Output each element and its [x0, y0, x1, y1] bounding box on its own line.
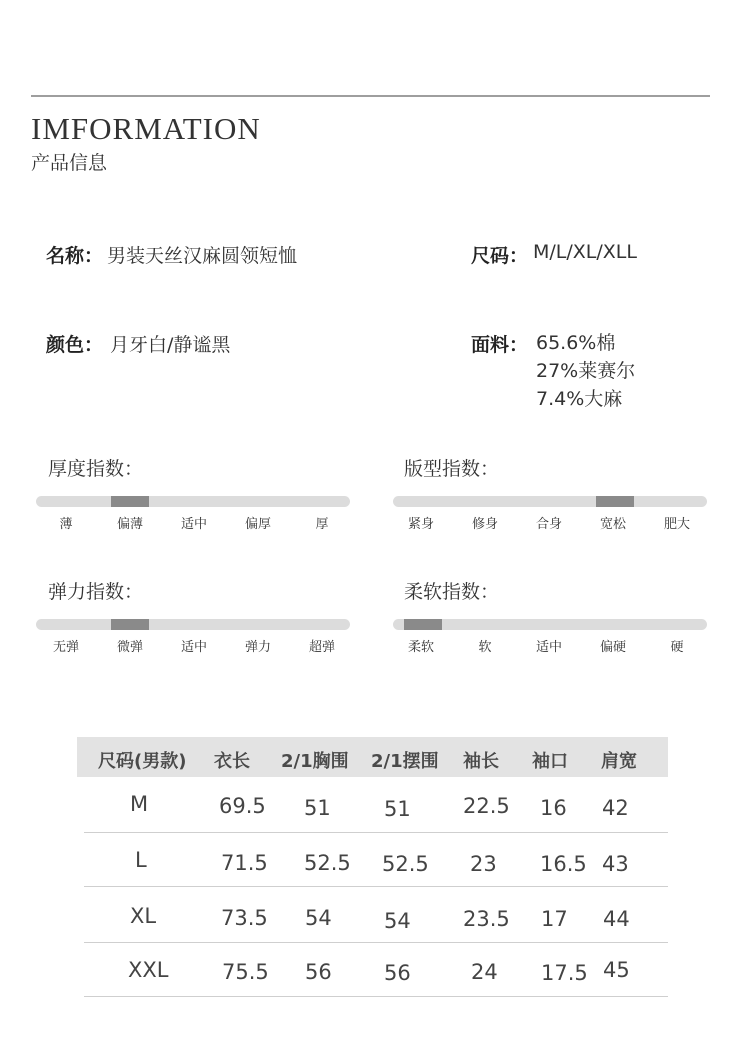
material-line: 7.4%大麻 — [536, 388, 623, 410]
table-cell: 45 — [603, 958, 630, 982]
material-line: 65.6%棉 — [536, 332, 616, 354]
table-header-cell: 袖长 — [463, 751, 499, 772]
table-row-divider — [84, 942, 668, 943]
table-cell: 16.5 — [540, 852, 587, 876]
index-track — [393, 619, 707, 630]
softness-index-bar — [393, 619, 707, 630]
size-value: M/L/XL/XLL — [533, 241, 637, 263]
table-cell: 17.5 — [541, 961, 588, 985]
table-cell: 23.5 — [463, 907, 510, 931]
tick-label: 微弹 — [116, 640, 144, 655]
tick-label: 紧身 — [407, 517, 435, 532]
table-header-cell: 袖口 — [532, 751, 568, 772]
page-title: IMFORMATION — [31, 111, 261, 146]
color-value: 月牙白/静谧黑 — [110, 334, 231, 356]
name-value: 男装天丝汉麻圆领短恤 — [107, 245, 298, 267]
table-row-divider — [84, 832, 668, 833]
table-cell: 52.5 — [382, 852, 429, 876]
index-track — [393, 496, 707, 507]
thickness-index-title: 厚度指数： — [48, 458, 144, 480]
index-selected-segment — [111, 619, 149, 630]
table-header-cell: 2/1胸围 — [281, 751, 349, 772]
tick-label: 软 — [478, 640, 492, 655]
index-track — [36, 619, 350, 630]
page-subtitle: 产品信息 — [31, 152, 108, 174]
fit-index-ticks — [393, 513, 707, 531]
fit-index-title: 版型指数： — [404, 458, 500, 480]
table-cell: M — [130, 792, 149, 816]
table-header-cell: 衣长 — [214, 751, 250, 772]
material-label: 面料： — [471, 334, 529, 356]
tick-label: 修身 — [471, 517, 499, 532]
index-track — [36, 496, 350, 507]
table-cell: 54 — [305, 906, 332, 930]
thickness-index-ticks — [36, 513, 350, 531]
fit-index-bar — [393, 496, 707, 507]
size-label: 尺码： — [471, 245, 529, 267]
table-cell: 71.5 — [221, 851, 268, 875]
tick-label: 适中 — [180, 517, 208, 532]
table-cell: 51 — [304, 796, 331, 820]
tick-label: 合身 — [535, 517, 563, 532]
elasticity-index-ticks — [36, 636, 350, 654]
table-cell: 17 — [541, 907, 568, 931]
table-cell: 42 — [602, 796, 629, 820]
table-cell: 69.5 — [219, 794, 266, 818]
table-cell: 73.5 — [221, 906, 268, 930]
tick-label: 肥大 — [663, 517, 691, 532]
table-cell: XXL — [128, 958, 169, 982]
tick-label: 宽松 — [599, 517, 627, 532]
table-cell: 75.5 — [222, 960, 269, 984]
table-row-divider — [84, 996, 668, 997]
softness-index-title: 柔软指数： — [404, 581, 500, 603]
softness-index-ticks — [393, 636, 707, 654]
table-cell: 22.5 — [463, 794, 510, 818]
tick-label: 厚 — [315, 517, 329, 532]
table-cell: 24 — [471, 960, 498, 984]
table-cell: 54 — [384, 909, 411, 933]
name-label: 名称： — [46, 245, 104, 267]
table-row-divider — [84, 886, 668, 887]
table-cell: 56 — [305, 960, 332, 984]
elasticity-index-bar — [36, 619, 350, 630]
table-header-cell: 肩宽 — [601, 751, 637, 772]
color-label: 颜色： — [46, 334, 104, 356]
tick-label: 适中 — [180, 640, 208, 655]
index-selected-segment — [111, 496, 149, 507]
table-cell: XL — [130, 904, 157, 928]
table-cell: 44 — [603, 907, 630, 931]
table-cell: 16 — [540, 796, 567, 820]
tick-label: 柔软 — [407, 640, 435, 655]
table-header-cell: 尺码(男款) — [98, 751, 187, 772]
tick-label: 无弹 — [52, 640, 80, 655]
tick-label: 适中 — [535, 640, 563, 655]
table-cell: 52.5 — [304, 851, 351, 875]
table-cell: 43 — [602, 852, 629, 876]
index-selected-segment — [404, 619, 442, 630]
thickness-index-bar — [36, 496, 350, 507]
tick-label: 薄 — [59, 517, 73, 532]
material-list — [536, 329, 635, 413]
index-selected-segment — [596, 496, 634, 507]
elasticity-index-title: 弹力指数： — [48, 581, 144, 603]
table-cell: L — [135, 848, 147, 872]
table-header-cell: 2/1摆围 — [371, 751, 439, 772]
table-cell: 23 — [470, 852, 497, 876]
tick-label: 偏厚 — [244, 517, 272, 532]
tick-label: 偏薄 — [116, 517, 144, 532]
header-rule — [31, 95, 710, 97]
tick-label: 偏硬 — [599, 640, 627, 655]
table-cell: 51 — [384, 797, 411, 821]
tick-label: 超弹 — [308, 640, 336, 655]
tick-label: 弹力 — [244, 640, 272, 655]
tick-label: 硬 — [670, 640, 684, 655]
material-line: 27%莱赛尔 — [536, 360, 636, 382]
table-cell: 56 — [384, 961, 411, 985]
